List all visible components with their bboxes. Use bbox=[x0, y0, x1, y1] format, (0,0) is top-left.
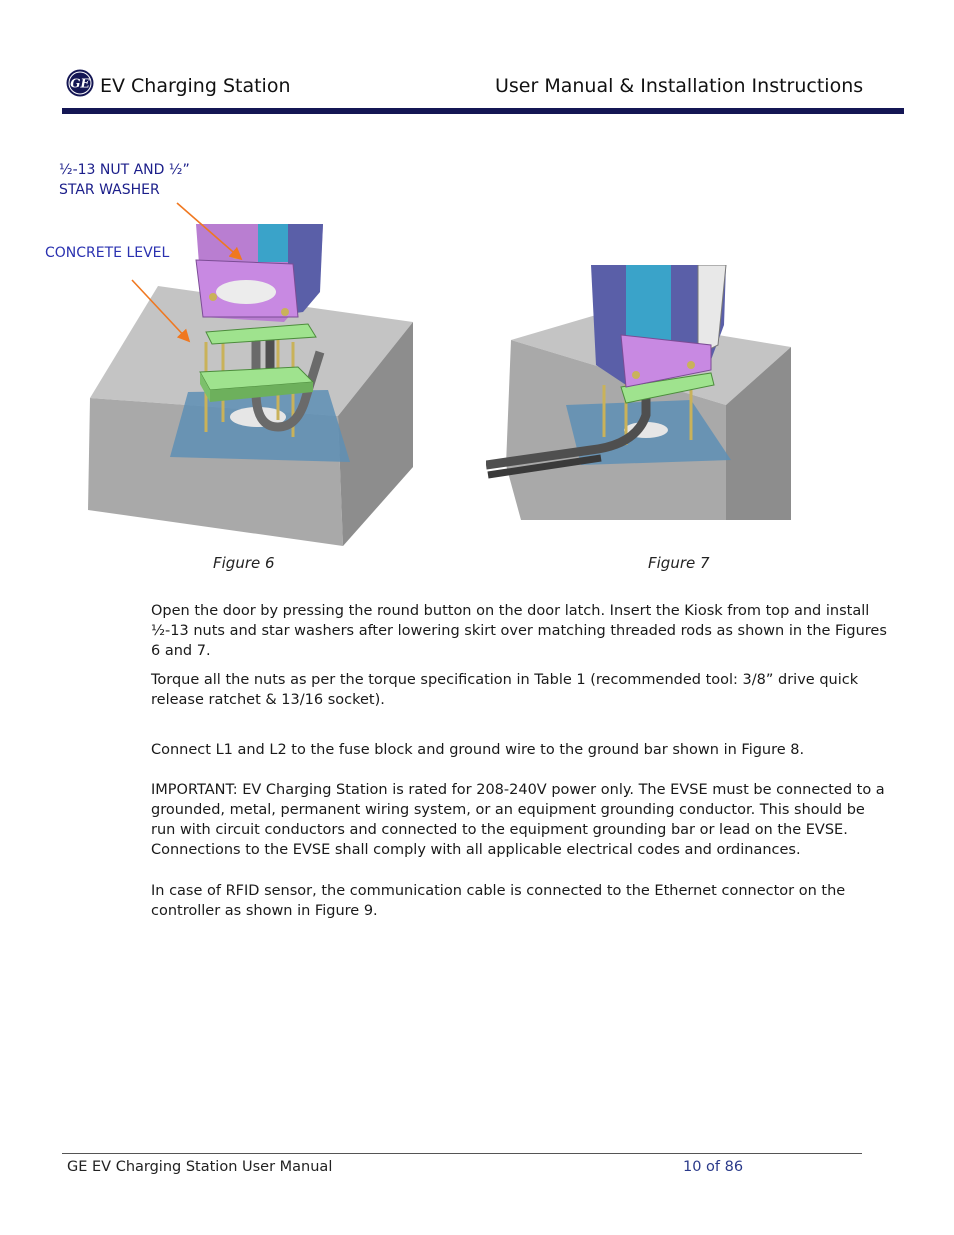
callout-nut-line1: ½-13 NUT AND ½” bbox=[59, 162, 190, 178]
figure-6-caption: Figure 6 bbox=[213, 554, 275, 572]
paragraph-connect: Connect L1 and L2 to the fuse block and ground wire to the ground bar shown in Figure 8. bbox=[151, 742, 805, 758]
footer-title: GE EV Charging Station User Manual bbox=[67, 1159, 333, 1175]
concrete-arrow bbox=[132, 280, 188, 340]
footer-rule bbox=[62, 1153, 862, 1154]
logo-text: GE bbox=[70, 76, 90, 91]
paragraph-important: IMPORTANT: EV Charging Station is rated for 208-240V power only. The EVSE must be connected to a grounded, metal, permanent wiring system, or an equipment grounding conductor. This should be run with circuit conductors and connected to the equipment grounding bar or lead on the EVSE. Connections to the EVSE shall comply with all applicable electrical codes and ordinances. bbox=[151, 782, 885, 858]
page-number: 10 of 86 bbox=[683, 1159, 744, 1175]
callout-arrows bbox=[0, 0, 954, 360]
paragraph-install-kiosk: Open the door by pressing the round button on the door latch. Insert the Kiosk from top and install ½-13 nuts and star washers after lowering skirt over matching threaded rods as shown in the Figures 6 and 7. bbox=[151, 603, 887, 659]
nut-arrow bbox=[177, 203, 240, 258]
header-left-title: EV Charging Station bbox=[100, 75, 291, 97]
figure-7-caption: Figure 7 bbox=[648, 554, 710, 572]
paragraph-rfid: In case of RFID sensor, the communication cable is connected to the Ethernet connector on the controller as shown in Figure 9. bbox=[151, 883, 846, 919]
callout-nut-line2: STAR WASHER bbox=[59, 182, 160, 198]
callout-concrete-level: CONCRETE LEVEL bbox=[45, 245, 170, 261]
header-right-title: User Manual & Installation Instructions bbox=[495, 75, 864, 97]
paragraph-torque: Torque all the nuts as per the torque specification in Table 1 (recommended tool: 3/8” drive quick release ratchet & 13/16 socket). bbox=[151, 672, 859, 708]
